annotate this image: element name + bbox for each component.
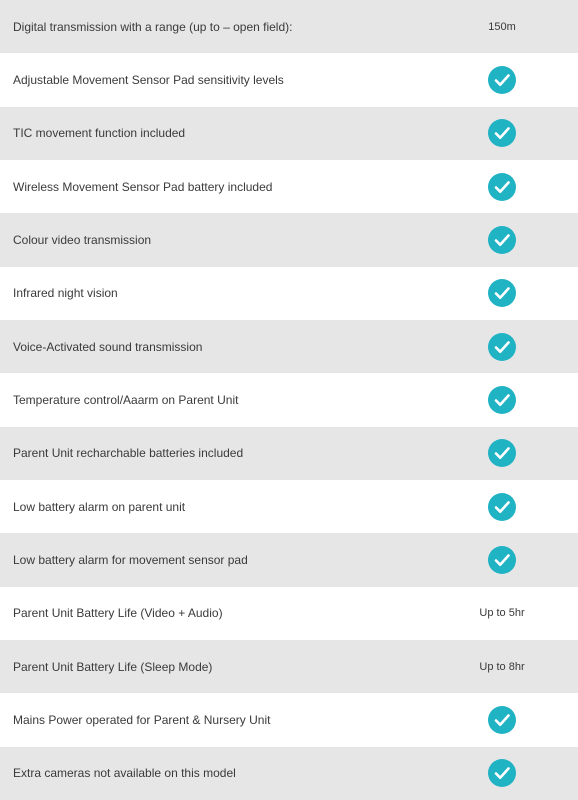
feature-value [426, 706, 578, 734]
feature-label: Mains Power operated for Parent & Nursery Unit [13, 712, 271, 727]
check-circle-icon [488, 226, 516, 254]
feature-label: Temperature control/Aaarm on Parent Unit [13, 392, 239, 407]
feature-value [426, 546, 578, 574]
feature-label: Colour video transmission [13, 232, 152, 247]
feature-value [426, 333, 578, 361]
table-row [0, 533, 578, 586]
table-row [0, 427, 578, 480]
feature-label: Low battery alarm for movement sensor pad [13, 552, 248, 567]
feature-value [426, 386, 578, 414]
feature-value [426, 279, 578, 307]
feature-value: 150m [488, 20, 516, 33]
feature-label: Parent Unit Battery Life (Video + Audio) [13, 606, 223, 621]
feature-value [426, 493, 578, 521]
feature-value [426, 439, 578, 467]
table-row [0, 107, 578, 160]
check-circle-icon [488, 546, 516, 574]
table-row [0, 160, 578, 213]
feature-value [426, 173, 578, 201]
feature-label: Adjustable Movement Sensor Pad sensitivity levels [13, 72, 284, 87]
table-row [0, 480, 578, 533]
feature-value [426, 66, 578, 94]
feature-label: Wireless Movement Sensor Pad battery included [13, 179, 273, 194]
table-row [0, 373, 578, 426]
feature-label: Parent Unit recharchable batteries included [13, 446, 244, 461]
check-circle-icon [488, 119, 516, 147]
feature-label: Voice-Activated sound transmission [13, 339, 203, 354]
feature-value [426, 226, 578, 254]
check-circle-icon [488, 279, 516, 307]
feature-label: TIC movement function included [13, 126, 186, 141]
feature-label: Parent Unit Battery Life (Sleep Mode) [13, 659, 213, 674]
feature-label: Digital transmission with a range (up to – open field): [13, 19, 293, 34]
feature-value [426, 759, 578, 787]
check-circle-icon [488, 706, 516, 734]
check-circle-icon [488, 493, 516, 521]
table-row [0, 747, 578, 800]
feature-label: Infrared night vision [13, 286, 118, 301]
table-row [0, 0, 578, 53]
check-circle-icon [488, 333, 516, 361]
table-row [0, 53, 578, 106]
check-circle-icon [488, 66, 516, 94]
check-circle-icon [488, 439, 516, 467]
feature-value [426, 119, 578, 147]
table-row [0, 640, 578, 693]
table-row [0, 320, 578, 373]
feature-label: Low battery alarm on parent unit [13, 499, 186, 514]
table-row [0, 587, 578, 640]
table-row [0, 213, 578, 266]
feature-value: Up to 8hr [479, 660, 525, 673]
feature-value: Up to 5hr [479, 607, 525, 620]
feature-label: Extra cameras not available on this model [13, 766, 236, 781]
check-circle-icon [488, 386, 516, 414]
table-row [0, 693, 578, 746]
check-circle-icon [488, 759, 516, 787]
table-row [0, 267, 578, 320]
check-circle-icon [488, 173, 516, 201]
